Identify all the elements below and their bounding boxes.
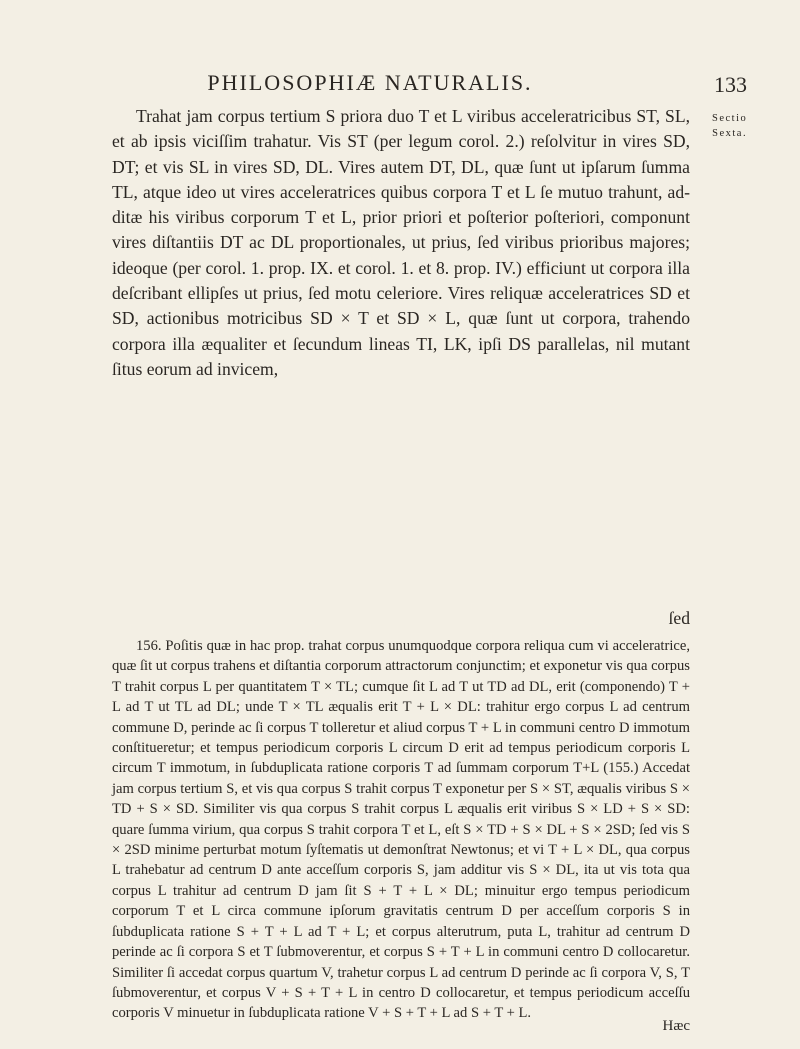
- margin-note-sixth: Sexta.: [712, 128, 748, 139]
- main-paragraph: Trahat jam corpus tertium S priora duo T et L viribus acceleratricibus ST, SL, et ab ipsis viciſſim trahatur. Vis ST (per legum corol. 2.) reſolvitur in vires SD, DT; et vis SL in vires SD, DL. Vires autem DT, DL, quæ ſunt ut ipſarum ſumma TL, atque ideo ut vires acceleratrices quibus corpora T et L ſe mutuo trahunt, additæ his viribus corporum T et L, prior priori et poſterior poſteriori, componunt vires diſtantiis DT ac DL proportionales, ut prius, ſed viribus prioribus majores; ideoque (per corol. 1. prop. IX. et corol. 1. et 8. prop. IV.) efficiunt ut corpora illa deſcribant ellipſes ut prius, ſed motu celeriore. Vires reliquæ acceleratrices SD et SD, actionibus motricibus SD × T et SD × L, quæ ſunt ut corpora, trahendo corpora illa æqualiter et ſecundum lineas TI, LK, ipſi DS parallelas, nil mutant ſitus eorum ad invicem,: [112, 106, 690, 379]
- catchword: ſed: [668, 608, 690, 628]
- page-number: 133: [714, 72, 747, 97]
- note-catchword: Hæc: [662, 1018, 690, 1034]
- margin-note: [712, 111, 747, 141]
- running-head: PHILOSOPHIÆ NATURALIS.: [207, 70, 533, 95]
- margin-note-section: Sectio: [712, 113, 748, 124]
- note-156: 156. Poſitis quæ in hac prop. trahat corpus unumquodque corpora reliqua cum vi acceleratrice, quæ ſit ut corpus trahens et diſtantia corporum attractorum conjunctim; et exponetur vis qua corpus T trahit corpus L per quantitatem T × TL; cumque ſit L ad T ut TD ad DL, erit (componendo) T + L ad T ut TL ad DL; unde T × TL æqualis erit T + L × DL: trahitur ergo corpus L ad centrum commune D, perinde ac ſi corpus T tolleretur et aliud corpus T + L in communi centro D immotum conſtitueretur; et tempus periodicum corporis L circum D erit ad tempus periodicum corporis L circum T immotum, in ſubduplicata ratione corporis T ad ſummam corporum T+L (155.) Accedat jam corpus tertium S, et vis qua corpus S trahit corpus T exponetur per S × ST, æqualis viribus S × TD + S × SD. Similiter vis qua corpus S trahit corpus L æqualis erit viribus S × LD + S × SD: quare ſumma virium, qua corpus S trahit corpora T et L, eſt S × TD + S × DL + S × 2SD; ſed vis S × 2SD minime perturbat motum ſyſtematis ut demonſtrat Newtonus; et vi T + L × DL, qua corpus L trahebatur ad centrum D ante acceſſum corporis S, jam additur vis S × DL, ita ut vis tota qua corpus L trahitur ad centrum D jam ſit S + T + L × DL; minuitur ergo tempus periodicum corporum T et L circa commune ipſorum gravitatis centrum D per acceſſum corporis S in ſubduplicata ratione S + T + L ad T + L; et corpus alterutrum, puta L, trahitur ad centrum D perinde ac ſi corpora S et T ſubmoverentur, et corpus S + T + L in communi centro D collocaretur. Similiter ſi accedat corpus quartum V, trahetur corpus L ad centrum D perinde ac ſi corpora V, S, T ſubmoverentur, et corpus V + S + T + L in centro D collocaretur, et tempus periodicum acceſſu corporis V minuetur in ſubduplicata ratione V + S + T + L ad S + T + L.: [112, 638, 690, 1022]
